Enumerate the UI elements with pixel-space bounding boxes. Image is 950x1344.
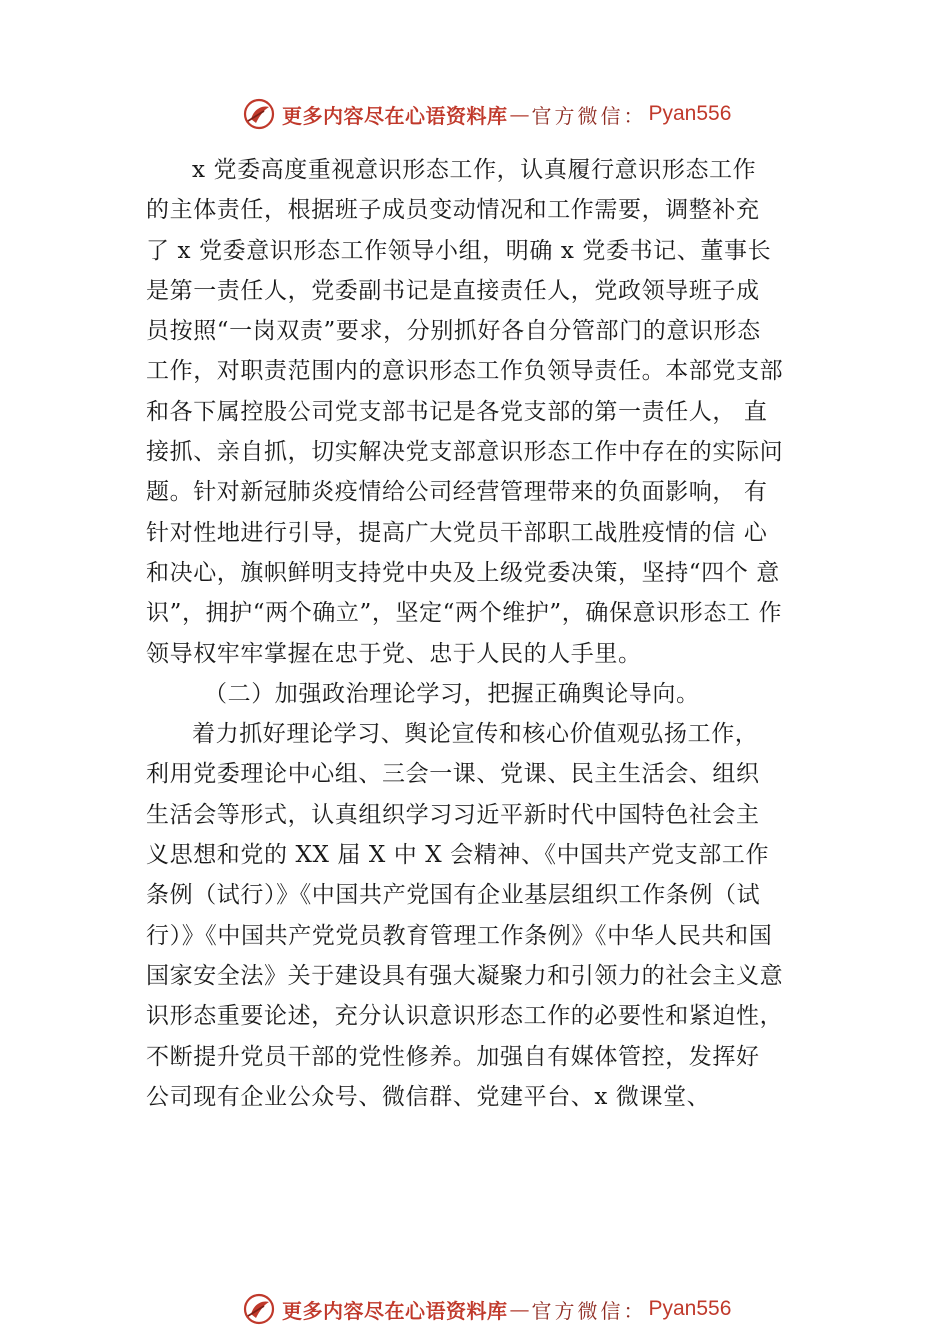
watermark-title: 更多内容尽在心语资料库 — [282, 103, 508, 128]
header-watermark — [242, 96, 731, 132]
text-line: 识形态重要论述，充分认识意识形态工作的必要性和紧迫性， — [146, 1003, 784, 1030]
text-line: 不断提升党员干部的党性修养。加强自有媒体管控，发挥好 — [146, 1043, 760, 1070]
text-line: 公司现有企业公众号、微信群、党建平台、x 微课堂、 — [146, 1083, 711, 1110]
document-body — [146, 150, 836, 1117]
text-line: 员按照“一岗双责”要求，分别抓好各自分管部门的意识形态 — [146, 318, 761, 345]
text-line: 利用党委理论中心组、三会一课、党课、民主生活会、组织 — [146, 761, 760, 788]
text-line: 接抓、亲自抓，切实解决党支部意识形态工作中存在的实际问 — [146, 439, 784, 466]
text-line: 针对性地进行引导，提高广大党员干部职工战胜疫情的信 心 — [146, 519, 768, 546]
text-line: 题。针对新冠肺炎疫情给公司经营管理带来的负面影响， 有 — [146, 479, 768, 506]
text-line: 了 x 党委意识形态工作领导小组，明确 x 党委书记、董事长 — [146, 237, 772, 264]
text-line: 工作，对职责范围内的意识形态工作负领导责任。本部党支部 — [146, 358, 784, 385]
text-line: 生活会等形式，认真组织学习习近平新时代中国特色社会主 — [146, 801, 760, 828]
text-line: 识”，拥护“两个确立”，坚定“两个维护”，确保意识形态工 作 — [146, 600, 783, 627]
watermark-title: 更多内容尽在心语资料库 — [282, 1298, 508, 1323]
watermark-wechat-label: 官方微信： — [531, 103, 647, 128]
watermark-separator: — — [509, 1297, 530, 1321]
seal-logo-icon — [242, 97, 276, 131]
text-line: 义思想和党的 XX 届 X 中 X 会精神、《中国共产党支部工作 — [146, 842, 770, 869]
text-line: 和决心，旗帜鲜明支持党中央及上级党委决策，坚持“四个 意 — [146, 559, 780, 586]
watermark-wechat-id: Pyan556 — [648, 1297, 732, 1320]
text-line: 的主体责任，根据班子成员变动情况和工作需要，调整补充 — [146, 197, 760, 224]
text-line: 行）》《中国共产党党员教育管理工作条例》《中华人民共和国 — [146, 922, 773, 949]
text-line: 领导权牢牢掌握在忠于党、忠于人民的人手里。 — [146, 640, 642, 667]
watermark-wechat-id: Pyan556 — [648, 102, 732, 125]
text-line: 条例（试行）》《中国共产党国有企业基层组织工作条例（试 — [146, 882, 761, 909]
watermark-separator: — — [509, 102, 530, 126]
footer-watermark — [242, 1291, 731, 1327]
section-heading: （二）加强政治理论学习，把握正确舆论导向。 — [204, 680, 700, 707]
text-line: x 党委高度重视意识形态工作，认真履行意识形态工作 — [192, 157, 757, 183]
text-line: 是第一责任人，党委副书记是直接责任人，党政领导班子成 — [146, 277, 760, 304]
text-line: 国家安全法》关于建设具有强大凝聚力和引领力的社会主义意 — [146, 962, 784, 989]
text-line: 着力抓好理论学习、舆论宣传和核心价值观弘扬工作， — [192, 721, 759, 748]
seal-logo-icon — [242, 1292, 276, 1326]
watermark-wechat-label: 官方微信： — [531, 1298, 647, 1323]
text-line: 和各下属控股公司党支部书记是各党支部的第一责任人， 直 — [146, 398, 768, 425]
